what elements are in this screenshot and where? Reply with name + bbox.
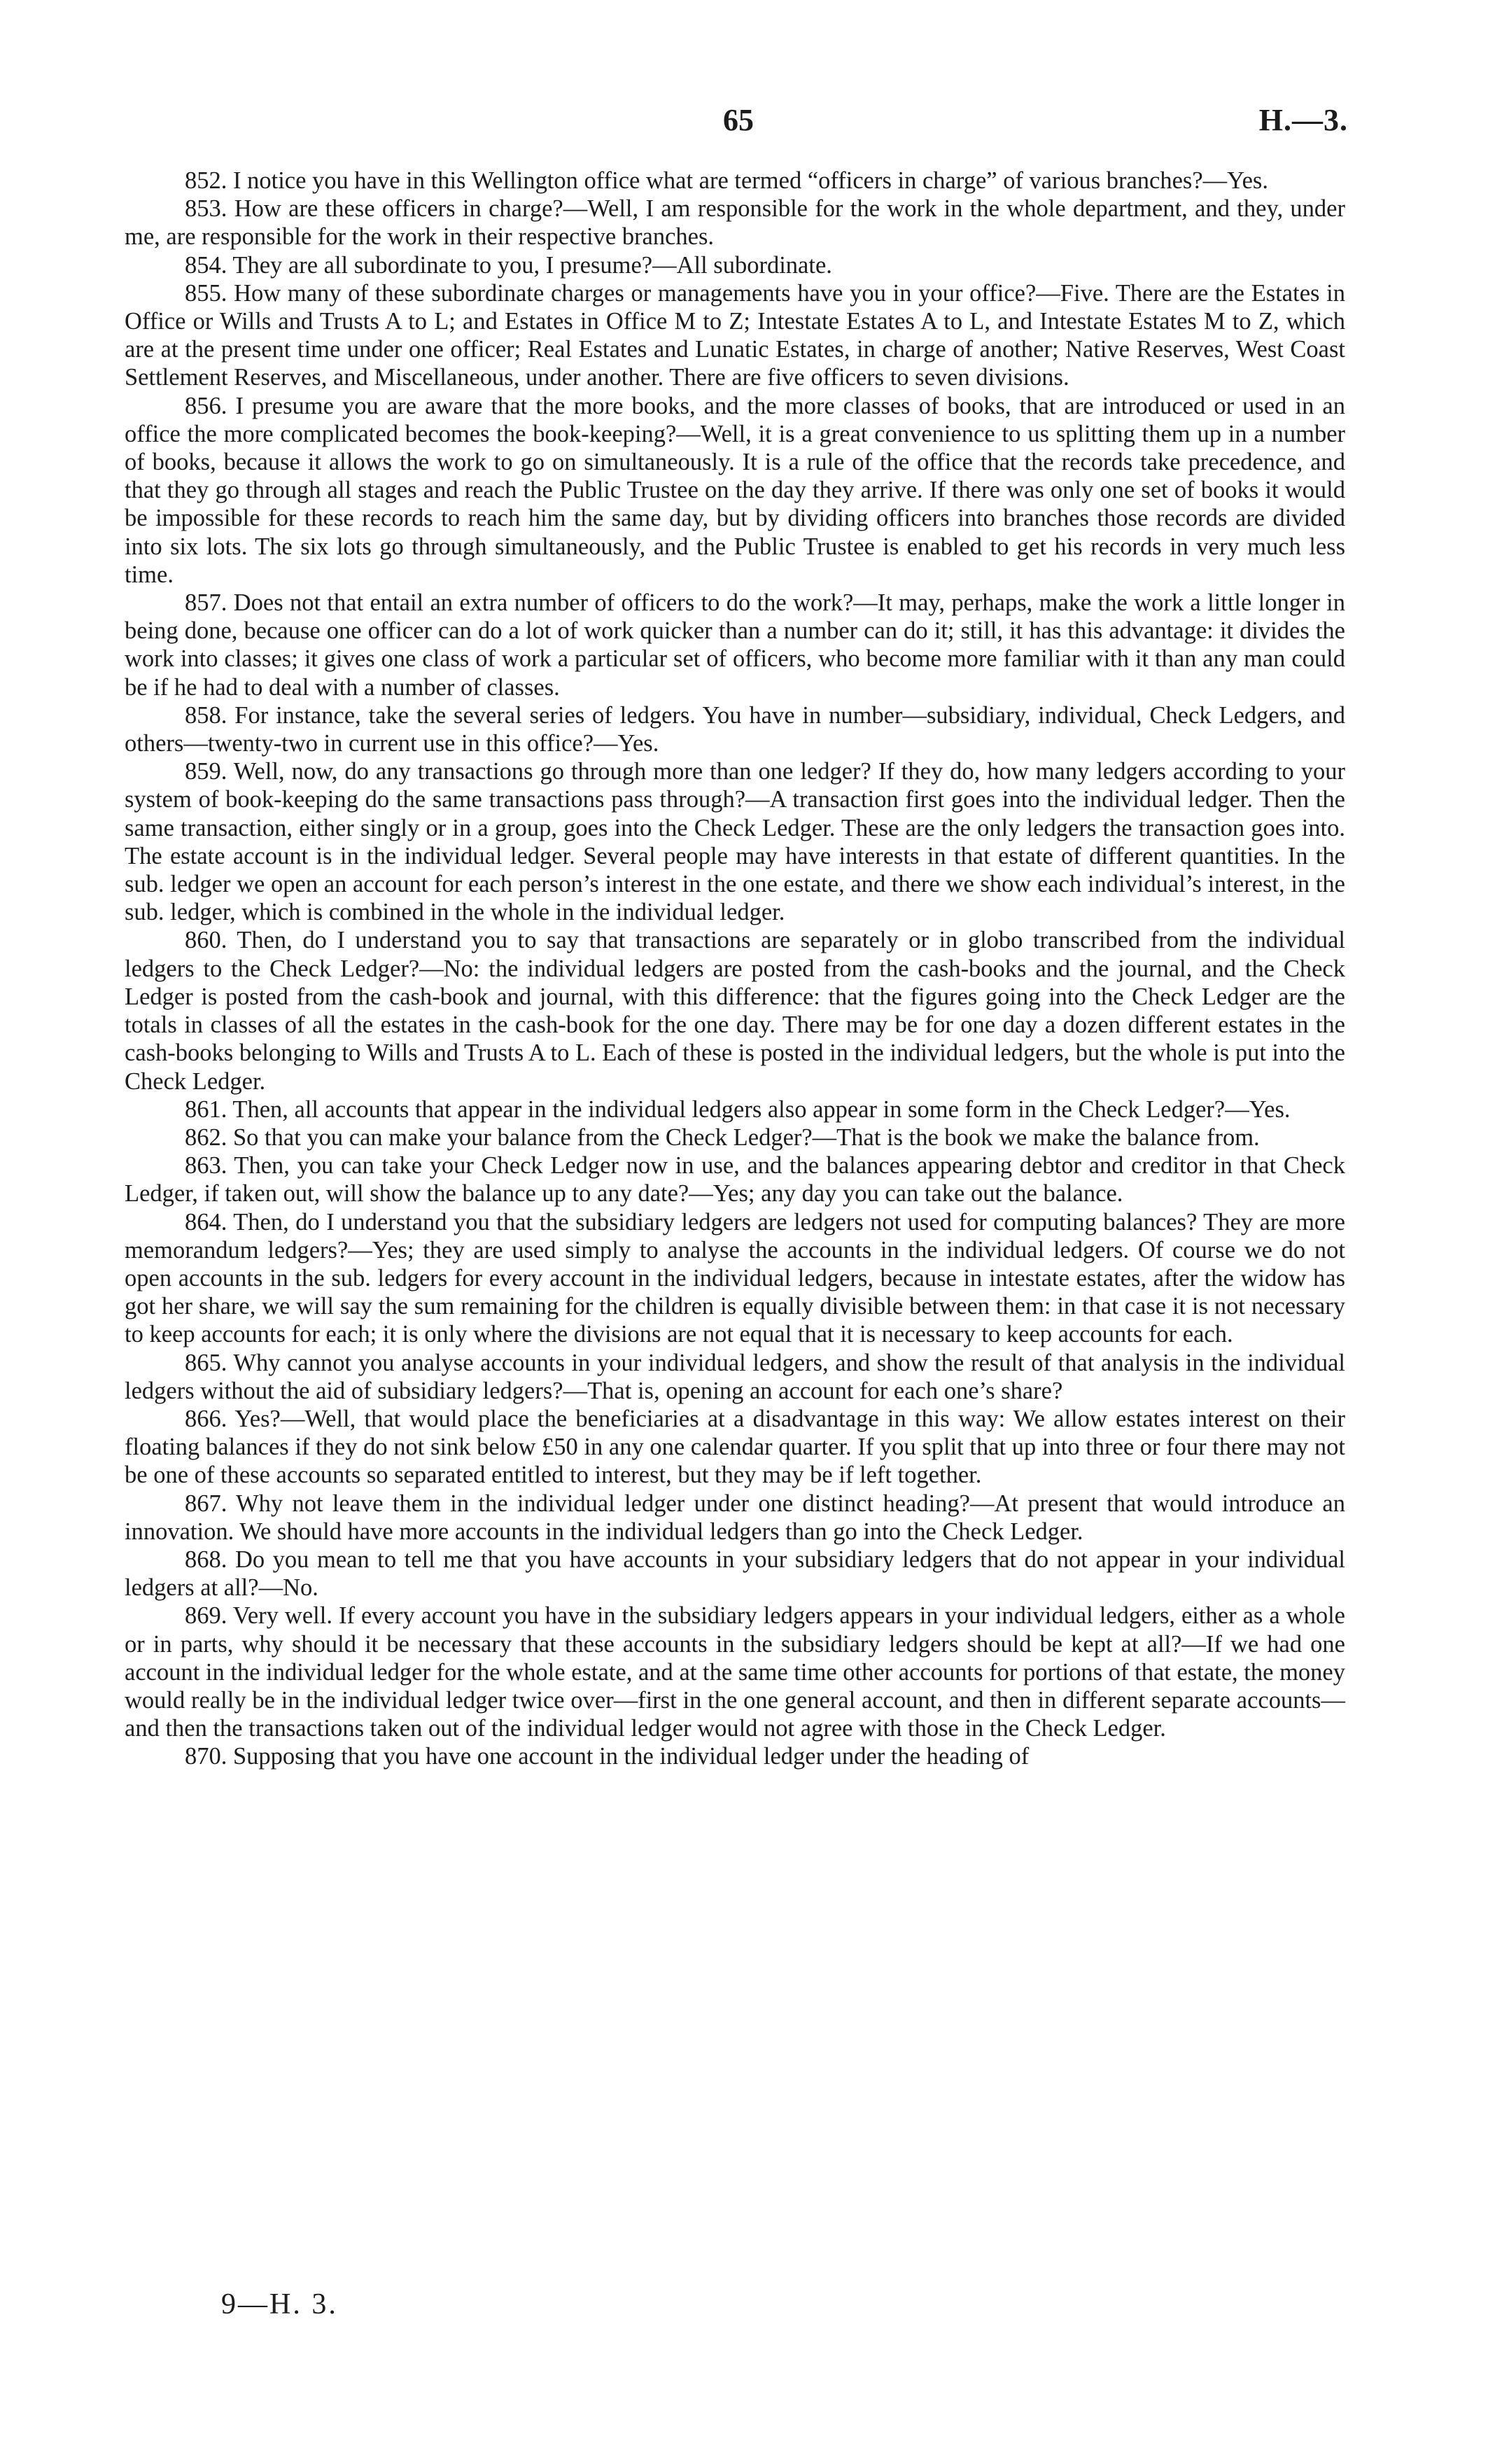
paragraph-866: 866. Yes?—Well, that would place the beneficiaries at a disadvantage in this way: We allow estates interest on their floating balances if they do not sink below £50 in any one calendar quarter. If you split that up into three or four there may not be one of these accounts so separated entitled to interest, but they may be if left together. [125, 1405, 1345, 1489]
page-number: 65 [723, 103, 754, 137]
paragraph-852: 852. I notice you have in this Wellington office what are termed “officers in charge” of various branches?—Yes. [185, 167, 1268, 194]
paragraph-854: 854. They are all subordinate to you, I presume?—All subordinate. [185, 251, 832, 279]
evidence-text [125, 167, 1345, 1771]
paragraph-865: 865. Why cannot you analyse accounts in your individual ledgers, and show the result of that analysis in the individual ledgers without the aid of subsidiary ledgers?—That is, opening an account for each one’s share? [125, 1349, 1345, 1404]
paragraph-868: 868. Do you mean to tell me that you have accounts in your subsidiary ledgers that do not appear in your individual ledgers at all?—No. [125, 1546, 1345, 1602]
paragraph-862: 862. So that you can make your balance from the Check Ledger?—That is the book we make the balance from. [185, 1124, 1260, 1151]
paragraph-867: 867. Why not leave them in the individual ledger under one distinct heading?—At present that would introduce an innovation. We should have more accounts in the individual ledgers than go into the Check Ledger. [125, 1490, 1345, 1545]
paper-code: H.—3. [1258, 103, 1348, 137]
paragraph-859: 859. Well, now, do any transactions go through more than one ledger? If they do, how many ledgers according to your system of book-keeping do the same transactions pass through?—A transaction first goes into the individual ledger. Then the same transaction, either singly or in a group, goes into the Check Ledger. These are the only ledgers the transaction goes into. The estate account is in the individual ledger. Several people may have interests in that estate of different quantities. In the sub. ledger we open an account for each person’s interest in the one estate, and there we show each individual’s interest, in the sub. ledger, which is combined in the whole in the individual ledger. [125, 758, 1345, 926]
paragraph-853: 853. How are these officers in charge?—Well, I am responsible for the work in the whole department, and they, under me, are responsible for the work in their respective branches. [125, 195, 1345, 251]
paragraph-861: 861. Then, all accounts that appear in the individual ledgers also appear in some form in the Check Ledger?—Yes. [185, 1096, 1291, 1123]
paragraph-870: 870. Supposing that you have one account in the individual ledger under the heading of [185, 1743, 1030, 1770]
paragraph-863: 863. Then, you can take your Check Ledger now in use, and the balances appearing debtor and creditor in that Check Ledger, if taken out, will show the balance up to any date?—Yes; any day you can take out the balance. [125, 1152, 1345, 1208]
printer-signature: 9—H. 3. [221, 2288, 338, 2320]
paragraph-860: 860. Then, do I understand you to say that transactions are separately or in globo transcribed from the individual ledgers to the Check Ledger?—No: the individual ledgers are posted from the cash-books and the journal, and the Check Ledger is posted from the cash-book and journal, with this difference: that the figures going into the Check Ledger are the totals in classes of all the estates in the cash-book for the one day. There may be for one day a dozen different estates in the cash-books belonging to Wills and Trusts A to L. Each of these is posted in the individual ledgers, but the whole is put into the Check Ledger. [125, 927, 1345, 1095]
paragraph-869: 869. Very well. If every account you have in the subsidiary ledgers appears in your individual ledgers, either as a whole or in parts, why should it be necessary that these accounts in the subsidiary ledgers should be kept at all?—If we had one account in the individual ledger for the whole estate, and at the same time other accounts for portions of that estate, the money would really be in the individual ledger twice over—first in the one general account, and then in different separate accounts—and then the transactions taken out of the individual ledger would not agree with those in the Check Ledger. [125, 1602, 1345, 1742]
paragraph-864: 864. Then, do I understand you that the subsidiary ledgers are ledgers not used for computing balances? They are more memorandum ledgers?—Yes; they are used simply to analyse the accounts in the individual ledgers. Of course we do not open accounts in the sub. ledgers for every account in the individual ledgers, because in intestate estates, after the widow has got her share, we will say the sum remaining for the children is equally divisible between them: in that case it is not necessary to keep accounts for each; it is only where the divisions are not equal that it is necessary to keep accounts for each. [125, 1208, 1345, 1348]
paragraph-856: 856. I presume you are aware that the more books, and the more classes of books, that are introduced or used in an office the more complicated becomes the book-keeping?—Well, it is a great convenience to us splitting them up in a number of books, because it allows the work to go on simultaneously. It is a rule of the office that the records take precedence, and that they go through all stages and reach the Public Trustee on the day they arrive. If there was only one set of books it would be impossible for these records to reach him the same day, but by dividing officers into branches those records are divided into six lots. The six lots go through simultaneously, and the Public Trustee is enabled to get his records in very much less time. [125, 392, 1345, 588]
paragraph-857: 857. Does not that entail an extra number of officers to do the work?—It may, perhaps, make the work a little longer in being done, because one officer can do a lot of work quicker than a number can do it; still, it has this advantage: it divides the work into classes; it gives one class of work a particular set of officers, who become more familiar with it than any man could be if he had to deal with a number of classes. [125, 589, 1345, 701]
paragraph-858: 858. For instance, take the several series of ledgers. You have in number—subsidiary, individual, Check Ledgers, and others—twenty-two in current use in this office?—Yes. [125, 701, 1345, 757]
paragraph-855: 855. How many of these subordinate charges or managements have you in your office?—Five. There are the Estates in Office or Wills and Trusts A to L; and Estates in Office M to Z; Intestate Estates A to L, and Intestate Estates M to Z, which are at the present time under one officer; Real Estates and Lunatic Estates, in charge of another; Native Reserves, West Coast Settlement Reserves, and Miscellaneous, under another. There are five officers to seven divisions. [125, 279, 1345, 391]
